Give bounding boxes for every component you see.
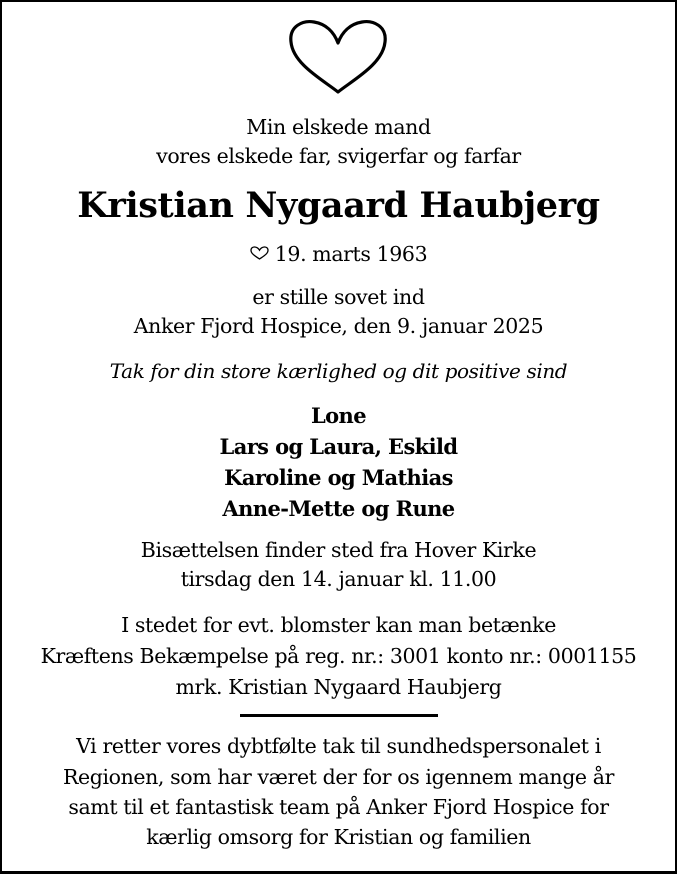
heart-icon: [287, 18, 389, 96]
family-member: Anne-Mette og Rune: [222, 496, 455, 521]
donation-line-2: Kræftens Bekæmpelse på reg. nr.: 3001 konto nr.: 0001155: [40, 644, 637, 668]
family-member: Lone: [310, 403, 366, 428]
donation-line-3: mrk. Kristian Nygaard Haubjerg: [175, 675, 502, 699]
thanks-line: Vi retter vores dybtfølte tak til sundhedspersonalet i: [76, 734, 601, 758]
birth-date: 19. marts 1963: [274, 242, 428, 266]
death-line-2: Anker Fjord Hospice, den 9. januar 2025: [133, 314, 544, 338]
funeral-line-1: Bisættelsen finder sted fra Hover Kirke: [140, 538, 537, 562]
thanks-line: Regionen, som har været der for os igennem mange år: [62, 765, 614, 789]
donation-line-1: I stedet for evt. blomster kan man betænke: [121, 613, 556, 637]
family-member: Karoline og Mathias: [224, 465, 453, 490]
quote: Tak for din store kærlighed og dit positive sind: [109, 359, 568, 383]
family-member: Lars og Laura, Eskild: [219, 434, 458, 459]
funeral-line-2: tirsdag den 14. januar kl. 11.00: [180, 567, 497, 591]
heart-outline-icon: [250, 246, 269, 260]
death-line-1: er stille sovet ind: [252, 285, 425, 309]
divider: [240, 714, 438, 717]
birth-line: [0, 244, 677, 265]
deceased-name: Kristian Nygaard Haubjerg: [77, 185, 600, 226]
thanks-line: kærlig omsorg for Kristian og familien: [146, 825, 531, 849]
intro-line-1: Min elskede mand: [246, 115, 431, 139]
thanks-line: samt til et fantastisk team på Anker Fjord Hospice for: [68, 795, 609, 819]
intro-line-2: vores elskede far, svigerfar og farfar: [156, 144, 521, 168]
